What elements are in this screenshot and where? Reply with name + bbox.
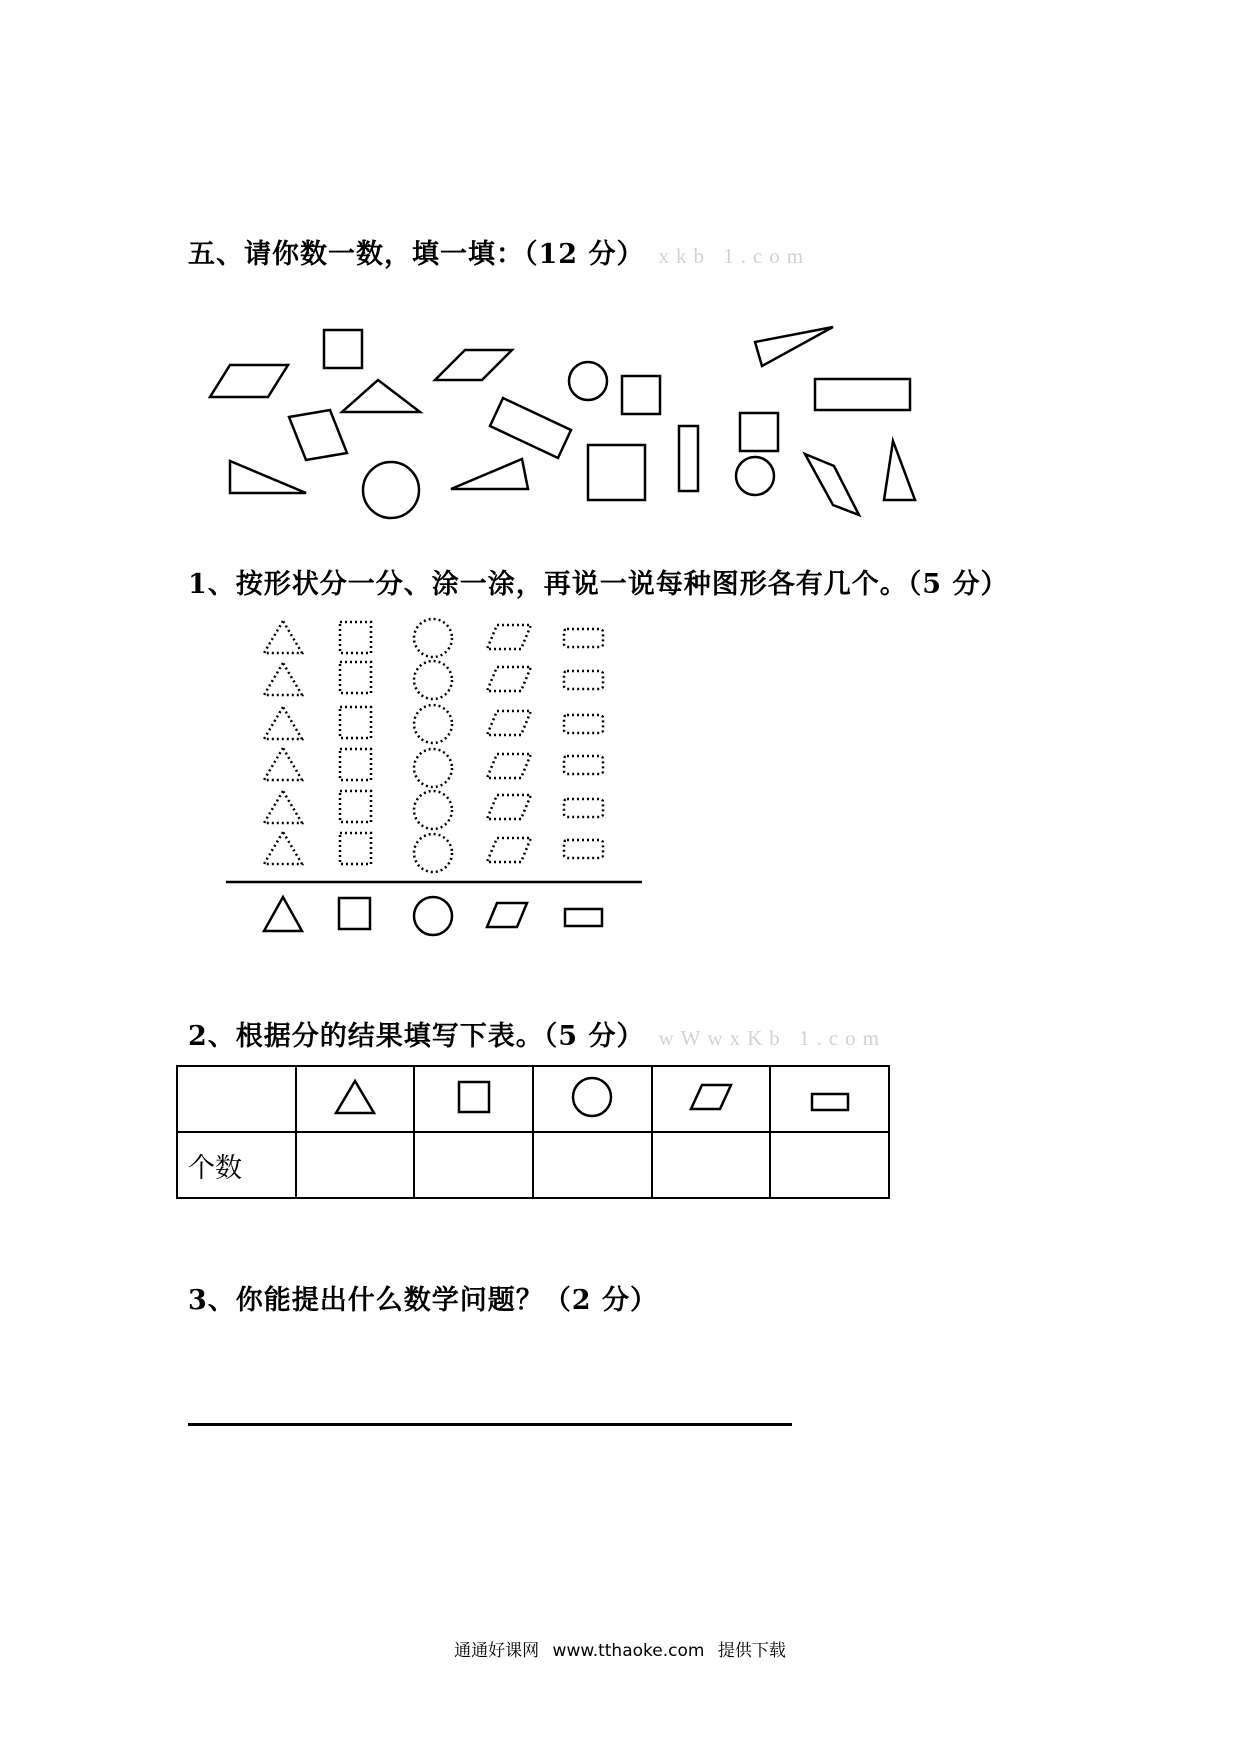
square-icon bbox=[456, 1079, 492, 1115]
watermark: wWwxKb 1.com bbox=[658, 1026, 886, 1050]
footer-suffix: 提供下载 bbox=[717, 1641, 786, 1661]
section-5-title: 五、请你数一数，填一填：（12 分） bbox=[188, 239, 645, 270]
dotted-row bbox=[264, 791, 603, 829]
dotted-row bbox=[264, 661, 603, 699]
count-cell-parallelogram[interactable] bbox=[652, 1132, 771, 1198]
dotted-row bbox=[264, 705, 603, 743]
dotted-row bbox=[264, 619, 603, 657]
table-header-cell bbox=[296, 1066, 415, 1132]
footer-site-name: 通通好课网 bbox=[454, 1641, 540, 1661]
table-header-cell bbox=[414, 1066, 533, 1132]
parallelogram-icon bbox=[688, 1082, 734, 1112]
count-cell-rectangle[interactable] bbox=[770, 1132, 889, 1198]
q3-heading: 3、你能提出什么数学问题？（2 分） bbox=[188, 1285, 658, 1316]
triangle-icon bbox=[264, 897, 302, 931]
triangle-icon bbox=[333, 1077, 377, 1117]
rectangle-icon bbox=[809, 1091, 851, 1113]
solid-shape-row bbox=[264, 897, 602, 935]
watermark: xkb 1.com bbox=[658, 244, 811, 268]
count-cell-square[interactable] bbox=[414, 1132, 533, 1198]
q2-title: 2、根据分的结果填写下表。（5 分） bbox=[188, 1021, 645, 1052]
answer-line[interactable] bbox=[188, 1423, 792, 1426]
table-header-row bbox=[177, 1066, 889, 1132]
rectangle-icon bbox=[565, 909, 602, 926]
dotted-row bbox=[264, 748, 603, 787]
table-header-cell bbox=[652, 1066, 771, 1132]
count-cell-triangle[interactable] bbox=[296, 1132, 415, 1198]
row-label-cell: 个数 bbox=[177, 1132, 296, 1198]
square-icon bbox=[339, 898, 370, 929]
count-table bbox=[176, 1065, 890, 1199]
table-header-cell bbox=[533, 1066, 652, 1132]
footer bbox=[0, 1636, 1240, 1661]
table-corner-cell bbox=[177, 1066, 296, 1132]
q1-heading: 1、按形状分一分、涂一涂，再说一说每种图形各有几个。（5 分） bbox=[188, 569, 1009, 600]
table-row bbox=[177, 1132, 889, 1198]
parallelogram-icon bbox=[487, 903, 527, 927]
q2-heading bbox=[188, 1014, 886, 1053]
circle-icon bbox=[414, 897, 452, 935]
footer-url[interactable]: www.tthaoke.com bbox=[552, 1641, 705, 1661]
dotted-row bbox=[264, 832, 603, 872]
table-header-cell bbox=[770, 1066, 889, 1132]
count-cell-circle[interactable] bbox=[533, 1132, 652, 1198]
circle-icon bbox=[570, 1075, 614, 1119]
